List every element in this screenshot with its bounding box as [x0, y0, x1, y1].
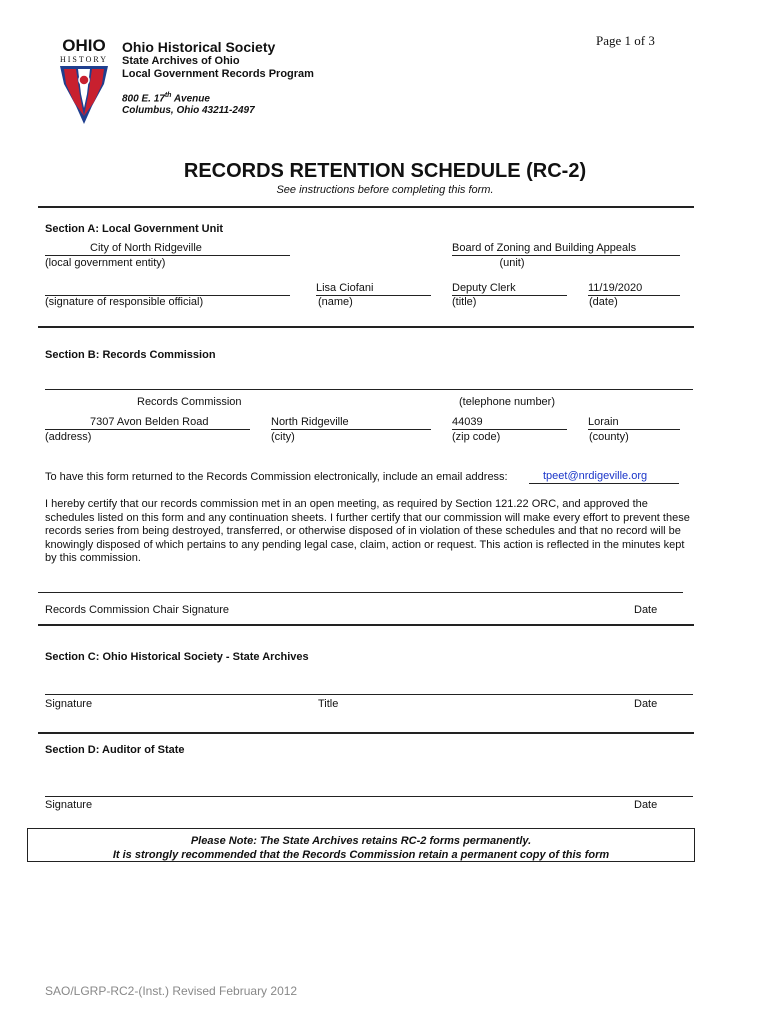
title-label: (title) — [452, 296, 477, 308]
county-label: (county) — [589, 431, 629, 443]
section-a-heading: Section A: Local Government Unit — [45, 223, 224, 235]
page-number: Page 1 of 3 — [596, 33, 655, 48]
email-field[interactable]: tpeet@nrdigeville.org — [529, 470, 679, 484]
address-label: (address) — [45, 431, 92, 443]
name-label: (name) — [318, 296, 353, 308]
program-line: Local Government Records Program — [122, 68, 314, 80]
county-field[interactable]: Lorain — [588, 416, 680, 430]
zip-field[interactable]: 44039 — [452, 416, 567, 430]
date-field[interactable]: 11/19/2020 — [588, 282, 680, 296]
svg-text:OHIO: OHIO — [62, 36, 106, 55]
city-field[interactable]: North Ridgeville — [271, 416, 431, 430]
section-c-heading: Section C: Ohio Historical Society - State Archives — [45, 651, 309, 663]
note-line-1: Please Note: The State Archives retains RC-2 forms permanently. — [190, 835, 532, 847]
name-field[interactable]: Lisa Ciofani — [316, 282, 431, 296]
street-address: 800 E. 17th Avenue — [122, 92, 210, 105]
signature-label: (signature of responsible official) — [45, 296, 204, 308]
archives-date-label: Date — [634, 698, 658, 710]
state-archives-line: State Archives of Ohio — [122, 55, 240, 67]
city-label: (city) — [271, 431, 295, 443]
archives-signature-label: Signature — [45, 698, 93, 710]
archives-title-label: Title — [318, 698, 339, 710]
telephone-label: (telephone number) — [459, 396, 556, 408]
address-field[interactable]: 7307 Avon Belden Road — [45, 416, 250, 430]
org-name: Ohio Historical Society — [122, 39, 276, 55]
chair-signature-field[interactable] — [38, 592, 683, 593]
auditor-signature-field[interactable] — [45, 796, 693, 797]
commission-field[interactable] — [45, 389, 693, 390]
footer-revision: SAO/LGRP-RC2-(Inst.) Revised February 2012 — [45, 984, 298, 998]
archives-signature-field[interactable] — [45, 694, 693, 695]
auditor-signature-label: Signature — [45, 799, 93, 811]
chair-signature-label: Records Commission Chair Signature — [45, 604, 230, 616]
unit-field[interactable]: Board of Zoning and Building Appeals — [452, 242, 680, 256]
entity-field[interactable]: City of North Ridgeville — [45, 242, 290, 256]
form-title: RECORDS RETENTION SCHEDULE (RC-2) — [183, 160, 587, 182]
divider — [38, 732, 694, 734]
zip-label: (zip code) — [452, 431, 501, 443]
ohio-history-logo — [54, 36, 114, 128]
entity-label: (local government entity) — [45, 257, 166, 269]
form-subtitle: See instructions before completing this form. — [276, 184, 494, 196]
city-address: Columbus, Ohio 43211-2497 — [122, 105, 255, 116]
section-b-heading: Section B: Records Commission — [45, 349, 216, 361]
unit-label: (unit) — [499, 257, 525, 269]
title-field[interactable]: Deputy Clerk — [452, 282, 567, 296]
section-d-heading: Section D: Auditor of State — [45, 744, 185, 756]
date-label: (date) — [589, 296, 618, 308]
signature-field[interactable] — [45, 282, 290, 296]
divider — [38, 206, 694, 208]
auditor-date-label: Date — [634, 799, 658, 811]
note-line-2: It is strongly recommended that the Records Commission retain a permanent copy of this form — [112, 849, 610, 861]
email-prompt: To have this form returned to the Records Commission electronically, include an email address: — [45, 471, 508, 483]
ohio-flag-icon — [54, 36, 114, 128]
commission-label: Records Commission — [137, 396, 242, 408]
note-box — [27, 828, 695, 862]
certification-text: I hereby certify that our records commission met in an open meeting, as required by Section 121.22 ORC, and approved the schedules listed on this form and any continuation sheets. I further certify that our commission will make every effort to prevent these records series from being destroyed, transferred, or otherwise disposed of in violation of these schedules and that no record will be knowingly disposed of which pertains to any pending legal case, claim, action or request. This action is reflected in the minutes kept by this commission. — [45, 498, 690, 565]
chair-date-label: Date — [634, 604, 658, 616]
divider — [38, 624, 694, 626]
divider — [38, 326, 694, 328]
svg-text:HISTORY: HISTORY — [59, 55, 109, 64]
